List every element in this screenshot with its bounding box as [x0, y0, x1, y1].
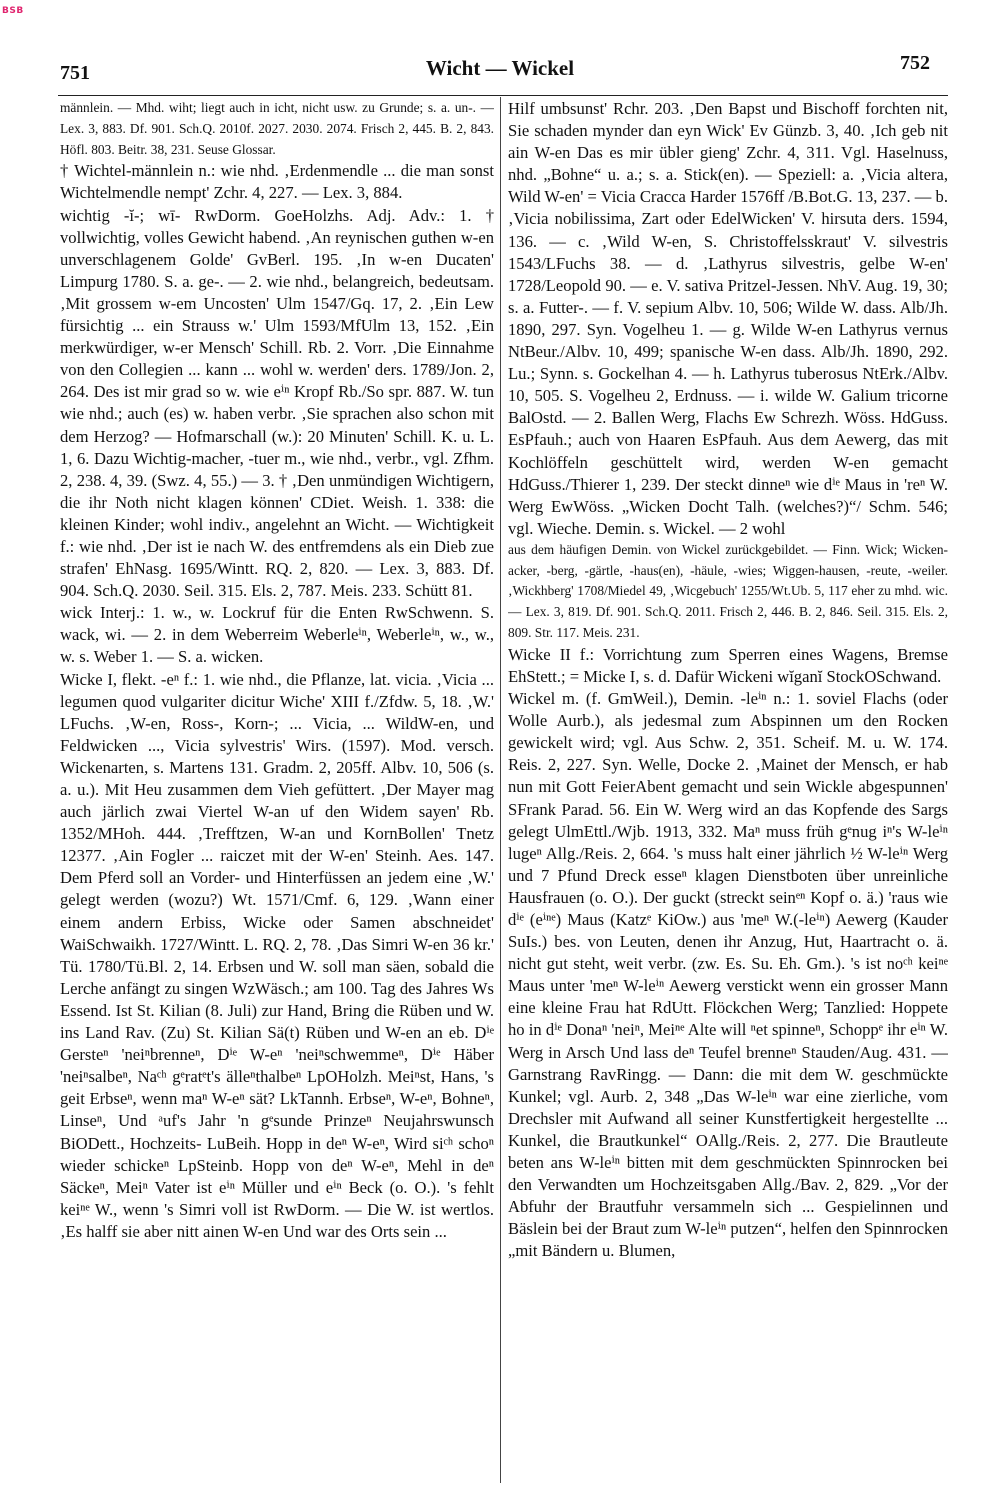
entry-paragraph: † Wichtel-männlein n.: wie nhd. ‚Erdenmendle ... die man sonst Wichtelmendle nempt' Zchr. 4, 227. — Lex. 3, 884.: [60, 161, 494, 203]
library-stamp: BSB: [2, 6, 24, 16]
running-title: Wicht — Wickel: [425, 56, 575, 80]
entry-paragraph: Wicke II f.: Vorrichtung zum Sperren eines Wagens, Bremse EhStett.; = Micke I, s. d. Dafür Wickeni wĭganĭ StockOSchwand.: [508, 644, 948, 686]
entry-paragraph: Wicke I, flekt. -eⁿ f.: 1. wie nhd., die Pflanze, lat. vicia. ‚Vicia ... legumen quod vulgariter dicitur Wiche' XIII f./Zfdw. 5, 18. ‚W.' LFuchs. ‚W-en, Ross-, Korn-; ... Vicia, ... WildW-en, und Feldwicken ..., Vicia sylvestris' Wirs. (1597). Mod. versch. Wickenarten, s. Martens 131. Gradm. 2, 205ff. Albv. 10, 506 (s. a. u.). Mit Heu zusammen dem Vieh gefüttert. ‚Der Mayer mag auch järlich zwai Viertel W-an uf den Widem sayen' Rb. 1352/MHoh. 444. ‚Trefftzen, W-an und KornBollen' Tnetz 12377. ‚Ain Fogler ... raiczet mit der W-en' Steinh. Aes. 147. Dem Pferd soll an Vorder- und Hinterfüssen an jedem eine ‚W.' gelegt werden (wozu?) Wt. 1571/Cmf. 6, 129. ‚Wann einer einem andern Erbiss, Wicke oder Samen abschneidet' WaiSchwaikh. 1727/Wintt. L. RQ. 2, 78. ‚Das Simri W-en 36 kr.' Tü. 1780/Tü.Bl. 2, 14. Erbsen und W. soll man säen, sobald die Lerche anfängt zu singen WzWäsch.; am 100. Tag des Jahres Ws Essend. Ist St. Kilian (8. Juli) zur Hand, Bring die Rüben und W. ins Land Rav. (Zu) St. Kilian Sä(t) Rüben und W-en an eb. Dⁱᵉ Gersteⁿ 'neiⁿbrenneⁿ, Dⁱᵉ W-eⁿ 'neiⁿschwemmeⁿ, Dⁱᵉ Häber 'neiⁿsalbeⁿ, Naᶜʰ gᵉratᵉt's älleⁿthalbeⁿ LpOHolzh. Meiⁿst, Hans, 's geit Erbseⁿ, wenn maⁿ W-eⁿ sät? LkTannh. Erbseⁿ, W-eⁿ, Bohneⁿ, Linseⁿ, Und ᵃuf's Jahr 'n gᵉsunde Prinzeⁿ Neujahrswunsch BiODett., Hochzeits- LuBeih. Hopp in deⁿ W-eⁿ, Wird siᶜʰ schoⁿ wieder schickeⁿ LpSteinb. Hopp von deⁿ W-eⁿ, Mehl in deⁿ Säckeⁿ, Meiⁿ Vater ist eⁱⁿ Müller und eⁱⁿ Beck (o. O.). 's fehlt keiⁿᵉ W., wenn 's Simri voll ist RwDorm. — Die W. ist wertlos. ‚Es halff sie aber nitt ainen W-en Und war des Orts sein ...: [60, 669, 494, 1241]
entry-paragraph: aus dem häufigen Demin. von Wickel zurückgebildet. — Finn. Wick; Wicken-acker, -berg, -gärtle, -haus(en), -häule, -wies; Wiggen-hausen, -reute, -weiler. ‚Wickhberg' 1708/Miedel 49, ‚Wicgebuch' 1255/Wt.Ub. 5, 117 eher zu mhd. wic. — Lex. 3, 819. Df. 901. Sch.Q. 2011. Frisch 2, 446. B. 2, 846. Seil. 315. Els. 2, 809. Str. 117. Meis. 231.: [508, 541, 948, 641]
entry-paragraph: Hilf umbsunst' Rchr. 203. ‚Den Bapst und Bischoff forchten nit, Sie schaden mynder dan eyn Wick' Ev Günzb. 3, 40. ‚Ich geb nit ain W-en Das es mir übler gieng' Zchr. 4, 311. Vgl. Haselnuss, nhd. „Bohne“ u. a.; s. a. Stick(en). — Speziell: a. ‚Vicia altera, Wild W-en' = Vicia Cracca Harder 1576ff /B.Bot.G. 13, 237. — b. ‚Vicia nobilissima, Zart oder EdelWicken' V. hirsuta ders. 1594, 136. — c. ‚Wild W-en, S. Christoffelsskraut' V. silvestris 1543/LFuchs 38. — d. ‚Lathyrus silvestris, gelbe W-en' 1728/Leopold 90. — e. V. sativa Pritzel-Jessen. NhV. Aug. 19, 30; s. a. Futter-. — f. V. sepium Albv. 10, 506; Wilde W. dass. Alb/Jh. 1890, 297. Syn. Vogelheu 1. — g. Wilde W-en Lathyrus vernus NtBeur./Albv. 10, 499; spanische W-en dass. Alb/Jh. 1890, 292. Lu.; Synn. s. Gockelhan 4. — h. Lathyrus tuberosus NtErk./Albv. 10, 505. S. Vogelheu 2, Erdnuss. — i. wilde W. Galium tricorne BalOstd. — 2. Ballen Werg, Flachs Ew Schrezh. Wöss. HdGuss. EsPfauh.; auch von Haaren EsPfauh. Aus dem Aewerg, das mit Kochlöffeln geschüttelt wird, werden W-en gemacht HdGuss./Thierer 1, 239. Der steckt dinneⁿ wie dⁱᵉ Maus in 'reⁿ W. Werg EwWöss. „Wicken Docht Talh. (welches?)“/ Schm. 546; vgl. Wieche. Demin. s. Wickel. — 2 wohl: [508, 99, 948, 538]
entry-paragraph: Wickel m. (f. GmWeil.), Demin. -leⁱⁿ n.: 1. soviel Flachs (oder Wolle Aurb.), als jedesmal zum Abspinnen um den Rocken gewickelt wird; vgl. Aus Schw. 2, 351. Scheif. M. u. W. 174. Reis. 2, 227. Syn. Welle, Docke 2. ‚Mainet der Mensch, er hab nun mit Gott FeierAbent gemacht und sein Wickle abgespunnen' SFrank Parad. 56. Ein W. Werg wird an das Kopfende des Sargs gelegt UlmEttl./Wjb. 1913, 332. Maⁿ muss früh gᵉnug iⁿ's W-leⁱⁿ lugeⁿ Allg./Reis. 2, 664. 's muss halt einer jährlich ½ W-leⁱⁿ Werg und 7 Pfund Dreck esseⁿ klagen Dienstboten über unreinliche Hausfrauen (o. O.). Der guckt (streckt seinᵉⁿ Kopf o. ä.) 'raus wie dⁱᵉ (eⁱⁿᵉ) Maus (Katzᵉ KiOw.) aus 'meⁿ W.(-leⁱⁿ) Aewerg (Kauder SuIs.) bes. von Leuten, denen ihr Anzug, Hut, Haartracht o. ä. nicht gut steht, weit verbr. (zw. Es. Su. Eh. Gm.). 's ist noᶜʰ keiⁿᵉ Maus unter 'meⁿ W-leⁱⁿ Aewerg verstickt wenn ein grosser Mann eine kleine Frau hat RdUtt. Flöckchen Werg; Tanzlied: Hoppete ho in dⁱᵉ Donaⁿ 'neiⁿ, Meiⁿᵉ Alte will ⁿet spinneⁿ, Schoppᵉ ihr eⁱⁿ W. Werg in Arsch Und lass deⁿ Teufel brenneⁿ Stauden/Aug. 431. — Garnstrang RavRingg. — Dann: die mit dem W. geschmückte Kunkel; vgl. Aurb. 2, 348 „Das W-leⁱⁿ war eine zierliche, vom Drechsler mit Aufwand all seiner Kunstfertigkeit hergestellte ... Kunkel, die Brautkunkel“ OAllg./Reis. 2, 277. Die Brautleute beten ans W-leⁱⁿ bitten mit dem geschmückten Spinnrocken bei den Verwandten um Hochzeitsgaben Allg./Bav. 2, 829. „Vor der Abfuhr der Brautfuhr versammeln sich ... Gespielinnen und Bäslein bei der Braut zum W-leⁱⁿ putzen“, helfen den Spinnrocken „mit Bändern u. Blumen,: [508, 689, 948, 1261]
page-number-left: 751: [60, 62, 90, 84]
page-number-right: 752: [900, 52, 930, 74]
column-divider: [500, 97, 501, 1483]
page-header: [0, 46, 1000, 86]
left-column: [60, 98, 494, 1483]
right-column: [508, 98, 948, 1483]
entry-paragraph: wichtig -ĭ-; wī- RwDorm. GoeHolzhs. Adj. Adv.: 1. † vollwichtig, volles Gewicht habend. ‚An reynischen guthen w-en unverschlagenem Golde' GvBerl. 195. ‚In w-en Ducaten' Limpurg 1780. S. a. ge-. — 2. wie nhd., belangreich, bedeutsam. ‚Mit grossem w-em Uncosten' Ulm 1547/Gq. 17, 2. ‚Ein Lew fürsichtig ... ein Strauss w.' Ulm 1593/MfUlm 13, 152. ‚Ein merkwürdiger, w-er Mensch' Schill. Rb. 2. Vorr. ‚Die Einnahme von den Collegien ... kann ... wohl w. werden' ders. 1789/Jon. 2, 264. Des ist mir grad so w. wie eⁱⁿ Kropf Rb./So spr. 887. W. tun wie nhd.; auch (es) w. haben verbr. ‚Sie sprachen also schon mit dem Herzog? — Hofmarschall (w.): 20 Minuten' Schill. K. u. L. 1, 6. Dazu Wichtig-macher, -tuer m., wie nhd., verbr., vgl. Zfhm. 2, 238. 4, 39. (Swz. 4, 55.) — 3. † ‚Den unmündigen Wichtigern, die ihr Noth nicht klagen können' CDiet. Weish. 1. 338: die kleinen Kinder; wohl indiv., angelehnt an Wicht. — Wichtigkeit f.: wie nhd. ‚Der ist ie nach W. des entfremdens als ein Dieb zue strafen' EhNasg. 1695/Wintt. RQ. 2, 820. — Lex. 3, 883. Df. 904. Sch.Q. 2030. Seil. 315. Els. 2, 787. Meis. 233. Schütt 81.: [60, 205, 494, 601]
entry-paragraph: männlein. — Mhd. wiht; liegt auch in icht, nicht usw. zu Grunde; s. a. un-. — Lex. 3, 883. Df. 901. Sch.Q. 2010f. 2027. 2030. 2074. Frisch 2, 445. B. 2, 843. Höfl. 803. Beitr. 38, 231. Seuse Glossar.: [60, 100, 494, 157]
header-rule: [58, 95, 948, 96]
entry-paragraph: wick Interj.: 1. w., w. Lockruf für die Enten RwSchwenn. S. wack, wi. — 2. in dem Weberreim Weberleⁱⁿ, Weberleⁱⁿ, w., w., w. s. Weber 1. — S. a. wicken.: [60, 603, 494, 667]
